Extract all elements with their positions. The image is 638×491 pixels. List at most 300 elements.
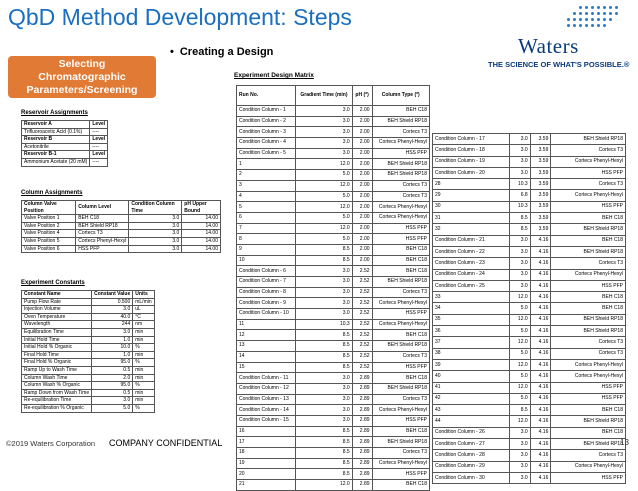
ph-cell: 2.00 xyxy=(352,202,372,213)
constant-name-cell: Column Wash Time xyxy=(22,374,92,382)
column-type-cell: BEH Shield RP18 xyxy=(372,116,429,127)
column-type-cell: BEH C18 xyxy=(372,255,429,266)
gradient-time-cell: 12.0 xyxy=(509,416,530,427)
table-row xyxy=(22,382,155,390)
ph-cell: 4.16 xyxy=(530,303,551,314)
gradient-time-cell: 5.0 xyxy=(296,170,352,181)
ph-cell: 2.00 xyxy=(352,170,372,181)
column-type-cell: HSS PFP xyxy=(551,280,626,291)
column-header: Gradient Time (min) xyxy=(296,86,352,106)
ph-cell: 2.00 xyxy=(352,234,372,245)
run-no-cell: Condition Column - 13 xyxy=(237,394,296,405)
copyright: ©2019 Waters Corporation xyxy=(6,439,96,448)
ph-upper-cell: 14.00 xyxy=(182,222,221,230)
constant-name-cell: Injection Volume xyxy=(22,306,92,314)
ph-cell: 2.89 xyxy=(352,426,372,437)
column-header: Column Type (*) xyxy=(372,86,429,106)
table-row xyxy=(22,121,108,129)
column-type-cell: HSS PFP xyxy=(551,472,626,483)
run-no-cell: 11 xyxy=(237,319,296,330)
condition-time-cell: 3.0 xyxy=(129,237,182,245)
column-type-cell: Cortecs T3 xyxy=(551,179,626,190)
condition-time-cell: 3.0 xyxy=(129,230,182,238)
table-row xyxy=(237,309,430,320)
ph-cell: 2.52 xyxy=(352,319,372,330)
gradient-time-cell: 8.5 xyxy=(296,330,352,341)
column-type-cell: HSS PFP xyxy=(372,234,429,245)
design-matrix-table xyxy=(236,85,430,491)
constant-value-cell: 1.0 xyxy=(92,336,133,344)
column-type-cell: Cortecs Phenyl-Hexyl xyxy=(372,212,429,223)
gradient-time-cell: 8.5 xyxy=(296,437,352,448)
run-no-cell: Condition Column - 2 xyxy=(237,116,296,127)
run-no-cell: 34 xyxy=(433,303,510,314)
table-row xyxy=(433,393,626,404)
constant-name-cell: Oven Temperature xyxy=(22,313,92,321)
reservoir-level-cell: ---- xyxy=(90,143,108,151)
table-row xyxy=(237,234,430,245)
table-row xyxy=(433,359,626,370)
reservoir-heading: Reservoir Assignments xyxy=(21,110,88,116)
valve-position-cell: Valve Position 6 xyxy=(22,245,76,253)
column-type-cell: HSS PFP xyxy=(372,362,429,373)
valve-position-cell: Valve Position 4 xyxy=(22,230,76,238)
constant-name-cell: Ramp Down from Wash Time xyxy=(22,389,92,397)
column-type-cell: BEH Shield RP18 xyxy=(551,224,626,235)
constant-units-cell: min xyxy=(133,351,154,359)
run-no-cell: Condition Column - 19 xyxy=(433,156,510,167)
column-assignments-table xyxy=(21,200,221,253)
table-row xyxy=(433,337,626,348)
run-no-cell: 21 xyxy=(237,480,296,491)
ph-cell: 4.16 xyxy=(530,314,551,325)
table-row xyxy=(22,328,155,336)
column-type-cell: Cortecs Phenyl-Hexyl xyxy=(372,298,429,309)
table-row xyxy=(22,336,155,344)
column-type-cell: BEH C18 xyxy=(372,373,429,384)
table-row xyxy=(433,167,626,178)
table-row xyxy=(433,201,626,212)
gradient-time-cell: 5.0 xyxy=(296,191,352,202)
table-row xyxy=(433,348,626,359)
brand-dots-icon xyxy=(566,5,622,35)
ph-cell: 2.52 xyxy=(352,330,372,341)
table-row xyxy=(433,326,626,337)
ph-cell: 3.59 xyxy=(530,224,551,235)
run-no-cell: 29 xyxy=(433,190,510,201)
table-row xyxy=(237,362,430,373)
gradient-time-cell: 3.0 xyxy=(296,287,352,298)
gradient-time-cell: 12.0 xyxy=(296,480,352,491)
ph-cell: 4.16 xyxy=(530,337,551,348)
gradient-time-cell: 3.0 xyxy=(296,277,352,288)
table-row xyxy=(237,202,430,213)
table-row xyxy=(237,341,430,352)
constants-table xyxy=(21,290,155,413)
run-no-cell: Condition Column - 25 xyxy=(433,280,510,291)
constant-value-cell: 95.0 xyxy=(92,359,133,367)
column-type-cell: Cortecs T3 xyxy=(372,191,429,202)
column-header: Column Valve Position xyxy=(22,201,76,215)
table-row xyxy=(237,148,430,159)
ph-upper-cell: 14.00 xyxy=(182,245,221,253)
gradient-time-cell: 8.5 xyxy=(296,469,352,480)
table-row xyxy=(22,128,108,136)
ph-cell: 2.52 xyxy=(352,351,372,362)
ph-cell: 4.16 xyxy=(530,235,551,246)
constant-value-cell: 3.0 xyxy=(92,328,133,336)
column-type-cell: HSS PFP xyxy=(551,201,626,212)
table-header-row xyxy=(22,201,221,215)
gradient-time-cell: 3.0 xyxy=(509,450,530,461)
gradient-time-cell: 8.5 xyxy=(296,244,352,255)
column-type-cell: Cortecs T3 xyxy=(372,180,429,191)
table-row xyxy=(22,359,155,367)
gradient-time-cell: 5.0 xyxy=(296,234,352,245)
ph-cell: 2.89 xyxy=(352,480,372,491)
gradient-time-cell: 3.0 xyxy=(296,138,352,149)
valve-position-cell: Valve Position 2 xyxy=(22,222,76,230)
ph-cell: 4.16 xyxy=(530,461,551,472)
constant-units-cell: min xyxy=(133,389,154,397)
gradient-time-cell: 12.0 xyxy=(509,382,530,393)
column-type-cell: Cortecs T3 xyxy=(551,348,626,359)
run-no-cell: 4 xyxy=(237,191,296,202)
valve-position-cell: Valve Position 5 xyxy=(22,237,76,245)
ph-cell: 2.89 xyxy=(352,373,372,384)
gradient-time-cell: 3.0 xyxy=(296,405,352,416)
column-level-cell: BEH Shield RP18 xyxy=(76,222,129,230)
ph-cell: 4.16 xyxy=(530,348,551,359)
table-row xyxy=(433,156,626,167)
run-no-cell: 32 xyxy=(433,224,510,235)
run-no-cell: 30 xyxy=(433,201,510,212)
table-row xyxy=(22,215,221,223)
ph-cell: 2.52 xyxy=(352,341,372,352)
table-row xyxy=(22,366,155,374)
gradient-time-cell: 12.0 xyxy=(509,292,530,303)
column-type-cell: HSS PFP xyxy=(372,469,429,480)
company-confidential: COMPANY CONFIDENTIAL xyxy=(109,438,223,448)
gradient-time-cell: 5.0 xyxy=(509,393,530,404)
reservoir-name-cell: Ammonium Acetate (20 mM) xyxy=(22,158,90,166)
run-no-cell: 18 xyxy=(237,448,296,459)
column-type-cell: HSS PFP xyxy=(372,309,429,320)
run-no-cell: Condition Column - 10 xyxy=(237,309,296,320)
column-header: Condition Column Time xyxy=(129,201,182,215)
table-row xyxy=(237,223,430,234)
column-type-cell: Cortecs Phenyl-Hexyl xyxy=(372,458,429,469)
gradient-time-cell: 12.0 xyxy=(509,359,530,370)
ph-cell: 3.59 xyxy=(530,190,551,201)
gradient-time-cell: 12.0 xyxy=(509,337,530,348)
ph-cell: 2.00 xyxy=(352,223,372,234)
column-level-cell: Cortecs T3 xyxy=(76,230,129,238)
gradient-time-cell: 10.3 xyxy=(296,319,352,330)
column-type-cell: BEH Shield RP18 xyxy=(551,134,626,145)
selecting-step-box xyxy=(8,56,156,98)
ph-upper-cell: 14.00 xyxy=(182,230,221,238)
ph-cell: 2.00 xyxy=(352,138,372,149)
reservoir-name-cell: Reservoir B xyxy=(22,136,90,144)
constant-units-cell: mL/min xyxy=(133,298,154,306)
footer xyxy=(6,438,222,448)
column-type-cell: Cortecs Phenyl-Hexyl xyxy=(372,405,429,416)
ph-cell: 2.00 xyxy=(352,159,372,170)
table-row xyxy=(237,180,430,191)
column-type-cell: Cortecs T3 xyxy=(551,145,626,156)
column-header: pH (*) xyxy=(352,86,372,106)
ph-cell: 3.59 xyxy=(530,167,551,178)
constant-units-cell: °C xyxy=(133,313,154,321)
ph-cell: 2.52 xyxy=(352,309,372,320)
table-row xyxy=(22,374,155,382)
run-no-cell: 14 xyxy=(237,351,296,362)
run-no-cell: 9 xyxy=(237,244,296,255)
design-matrix-heading: Experiment Design Matrix xyxy=(234,72,314,79)
gradient-time-cell: 8.5 xyxy=(509,405,530,416)
gradient-time-cell: 3.0 xyxy=(509,246,530,257)
table-row xyxy=(22,306,155,314)
ph-cell: 4.16 xyxy=(530,427,551,438)
column-type-cell: HSS PFP xyxy=(551,382,626,393)
constant-units-cell: % xyxy=(133,359,154,367)
condition-time-cell: 3.0 xyxy=(129,245,182,253)
table-row xyxy=(433,134,626,145)
column-level-cell: BEH C18 xyxy=(76,215,129,223)
column-type-cell: BEH Shield RP18 xyxy=(372,341,429,352)
constant-units-cell: min xyxy=(133,397,154,405)
table-row xyxy=(237,437,430,448)
run-no-cell: 12 xyxy=(237,330,296,341)
selecting-line-2: Chromatographic xyxy=(38,71,126,83)
gradient-time-cell: 3.0 xyxy=(296,148,352,159)
run-no-cell: 16 xyxy=(237,426,296,437)
table-row xyxy=(433,382,626,393)
table-row xyxy=(433,303,626,314)
table-row xyxy=(433,235,626,246)
table-row xyxy=(237,448,430,459)
constant-value-cell: 0.5 xyxy=(92,389,133,397)
ph-cell: 2.00 xyxy=(352,244,372,255)
gradient-time-cell: 8.5 xyxy=(296,448,352,459)
constant-units-cell: % xyxy=(133,344,154,352)
table-row xyxy=(237,298,430,309)
ph-cell: 2.52 xyxy=(352,298,372,309)
constant-value-cell: 3.0 xyxy=(92,397,133,405)
gradient-time-cell: 8.5 xyxy=(296,341,352,352)
run-no-cell: 7 xyxy=(237,223,296,234)
run-no-cell: 13 xyxy=(237,341,296,352)
column-type-cell: Cortecs T3 xyxy=(372,351,429,362)
table-row xyxy=(22,143,108,151)
ph-cell: 4.16 xyxy=(530,371,551,382)
table-row xyxy=(433,145,626,156)
run-no-cell: 10 xyxy=(237,255,296,266)
gradient-time-cell: 3.0 xyxy=(509,156,530,167)
column-type-cell: Cortecs Phenyl-Hexyl xyxy=(372,138,429,149)
run-no-cell: Condition Column - 11 xyxy=(237,373,296,384)
column-type-cell: Cortecs T3 xyxy=(372,394,429,405)
constant-units-cell: nm xyxy=(133,321,154,329)
page-title: QbD Method Development: Steps xyxy=(8,4,352,30)
constant-units-cell: min xyxy=(133,366,154,374)
table-row xyxy=(433,213,626,224)
gradient-time-cell: 8.5 xyxy=(296,426,352,437)
run-no-cell: 33 xyxy=(433,292,510,303)
table-row xyxy=(433,246,626,257)
ph-cell: 2.89 xyxy=(352,437,372,448)
reservoir-level-cell: Level xyxy=(90,151,108,159)
ph-upper-cell: 14.00 xyxy=(182,237,221,245)
ph-cell: 3.59 xyxy=(530,179,551,190)
run-no-cell: 31 xyxy=(433,213,510,224)
table-row xyxy=(237,458,430,469)
reservoir-name-cell: Acetonitrile xyxy=(22,143,90,151)
ph-cell: 2.52 xyxy=(352,362,372,373)
waters-logo: Waters xyxy=(518,34,579,58)
gradient-time-cell: 3.0 xyxy=(296,298,352,309)
ph-cell: 2.89 xyxy=(352,448,372,459)
column-type-cell: Cortecs Phenyl-Hexyl xyxy=(551,156,626,167)
run-no-cell: Condition Column - 14 xyxy=(237,405,296,416)
selecting-line-1: Selecting xyxy=(58,58,106,70)
table-row xyxy=(22,389,155,397)
table-row xyxy=(22,313,155,321)
table-row xyxy=(22,298,155,306)
table-row xyxy=(433,269,626,280)
gradient-time-cell: 3.0 xyxy=(296,266,352,277)
run-no-cell: 1 xyxy=(237,159,296,170)
gradient-time-cell: 3.0 xyxy=(509,167,530,178)
constant-name-cell: Column Wash % Organic xyxy=(22,382,92,390)
gradient-time-cell: 8.5 xyxy=(509,224,530,235)
constant-units-cell: min xyxy=(133,374,154,382)
run-no-cell: 28 xyxy=(433,179,510,190)
ph-cell: 2.52 xyxy=(352,266,372,277)
gradient-time-cell: 3.0 xyxy=(296,127,352,138)
constant-value-cell: 95.0 xyxy=(92,382,133,390)
table-row xyxy=(433,405,626,416)
table-row xyxy=(22,344,155,352)
gradient-time-cell: 3.0 xyxy=(509,145,530,156)
ph-cell: 4.16 xyxy=(530,246,551,257)
gradient-time-cell: 12.0 xyxy=(509,314,530,325)
column-type-cell: Cortecs T3 xyxy=(372,287,429,298)
gradient-time-cell: 3.0 xyxy=(509,258,530,269)
ph-cell: 4.16 xyxy=(530,359,551,370)
run-no-cell: 41 xyxy=(433,382,510,393)
table-row xyxy=(22,136,108,144)
ph-cell: 4.16 xyxy=(530,416,551,427)
column-type-cell: BEH C18 xyxy=(551,235,626,246)
ph-cell: 2.89 xyxy=(352,458,372,469)
ph-cell: 4.16 xyxy=(530,450,551,461)
brand-tagline: THE SCIENCE OF WHAT'S POSSIBLE.® xyxy=(488,60,630,69)
ph-cell: 3.59 xyxy=(530,134,551,145)
gradient-time-cell: 5.0 xyxy=(296,212,352,223)
table-row xyxy=(237,212,430,223)
column-type-cell: HSS PFP xyxy=(372,223,429,234)
gradient-time-cell: 12.0 xyxy=(296,180,352,191)
constant-name-cell: Final Hold Time xyxy=(22,351,92,359)
ph-cell: 2.00 xyxy=(352,116,372,127)
column-type-cell: HSS PFP xyxy=(551,393,626,404)
gradient-time-cell: 3.0 xyxy=(296,106,352,117)
gradient-time-cell: 3.0 xyxy=(509,472,530,483)
table-row xyxy=(433,472,626,483)
ph-cell: 2.52 xyxy=(352,277,372,288)
column-type-cell: HSS PFP xyxy=(372,415,429,426)
run-no-cell: 2 xyxy=(237,170,296,181)
table-row xyxy=(433,314,626,325)
table-row xyxy=(22,351,155,359)
column-type-cell: BEH Shield RP18 xyxy=(372,383,429,394)
table-row xyxy=(22,397,155,405)
table-row xyxy=(433,371,626,382)
table-row xyxy=(237,191,430,202)
ph-cell: 4.16 xyxy=(530,382,551,393)
column-type-cell: BEH C18 xyxy=(372,330,429,341)
gradient-time-cell: 3.0 xyxy=(509,280,530,291)
gradient-time-cell: 12.0 xyxy=(296,159,352,170)
ph-upper-cell: 14.00 xyxy=(182,215,221,223)
reservoir-level-cell: ---- xyxy=(90,158,108,166)
run-no-cell: 17 xyxy=(237,437,296,448)
table-row xyxy=(433,427,626,438)
gradient-time-cell: 5.0 xyxy=(509,303,530,314)
bullet-text: Creating a Design xyxy=(179,46,274,58)
ph-cell: 2.89 xyxy=(352,415,372,426)
table-row xyxy=(22,404,155,412)
gradient-time-cell: 10.3 xyxy=(509,179,530,190)
table-row xyxy=(433,439,626,450)
constant-name-cell: Initial Hold % Organic xyxy=(22,344,92,352)
constant-name-cell: Ramp Up to Wash Time xyxy=(22,366,92,374)
run-no-cell: 5 xyxy=(237,202,296,213)
run-no-cell: Condition Column - 7 xyxy=(237,277,296,288)
run-no-cell: Condition Column - 15 xyxy=(237,415,296,426)
bullet-creating-design xyxy=(170,46,273,58)
ph-cell: 3.59 xyxy=(530,156,551,167)
run-no-cell: Condition Column - 22 xyxy=(433,246,510,257)
design-matrix-continued-table xyxy=(432,133,626,484)
column-type-cell: BEH Shield RP18 xyxy=(372,437,429,448)
column-type-cell: BEH C18 xyxy=(551,213,626,224)
constant-units-cell: uL xyxy=(133,306,154,314)
constant-name-cell: Equilibration Time xyxy=(22,328,92,336)
constants-heading: Experiment Constants xyxy=(21,280,85,286)
column-type-cell: Cortecs T3 xyxy=(372,448,429,459)
column-header: Units xyxy=(133,291,154,299)
column-type-cell: HSS PFP xyxy=(372,148,429,159)
column-type-cell: BEH Shield RP18 xyxy=(372,159,429,170)
table-row xyxy=(22,151,108,159)
gradient-time-cell: 3.0 xyxy=(296,394,352,405)
run-no-cell: Condition Column - 12 xyxy=(237,383,296,394)
run-no-cell: Condition Column - 4 xyxy=(237,138,296,149)
constant-value-cell: 40.0 xyxy=(92,313,133,321)
gradient-time-cell: 3.0 xyxy=(296,116,352,127)
run-no-cell: Condition Column - 28 xyxy=(433,450,510,461)
column-header: Constant Name xyxy=(22,291,92,299)
ph-cell: 2.00 xyxy=(352,180,372,191)
column-type-cell: BEH C18 xyxy=(372,266,429,277)
bullet-dot-icon: • xyxy=(170,46,174,58)
column-type-cell: BEH Shield RP18 xyxy=(551,246,626,257)
column-assignments-heading: Column Assignments xyxy=(21,190,83,196)
column-type-cell: BEH C18 xyxy=(551,405,626,416)
